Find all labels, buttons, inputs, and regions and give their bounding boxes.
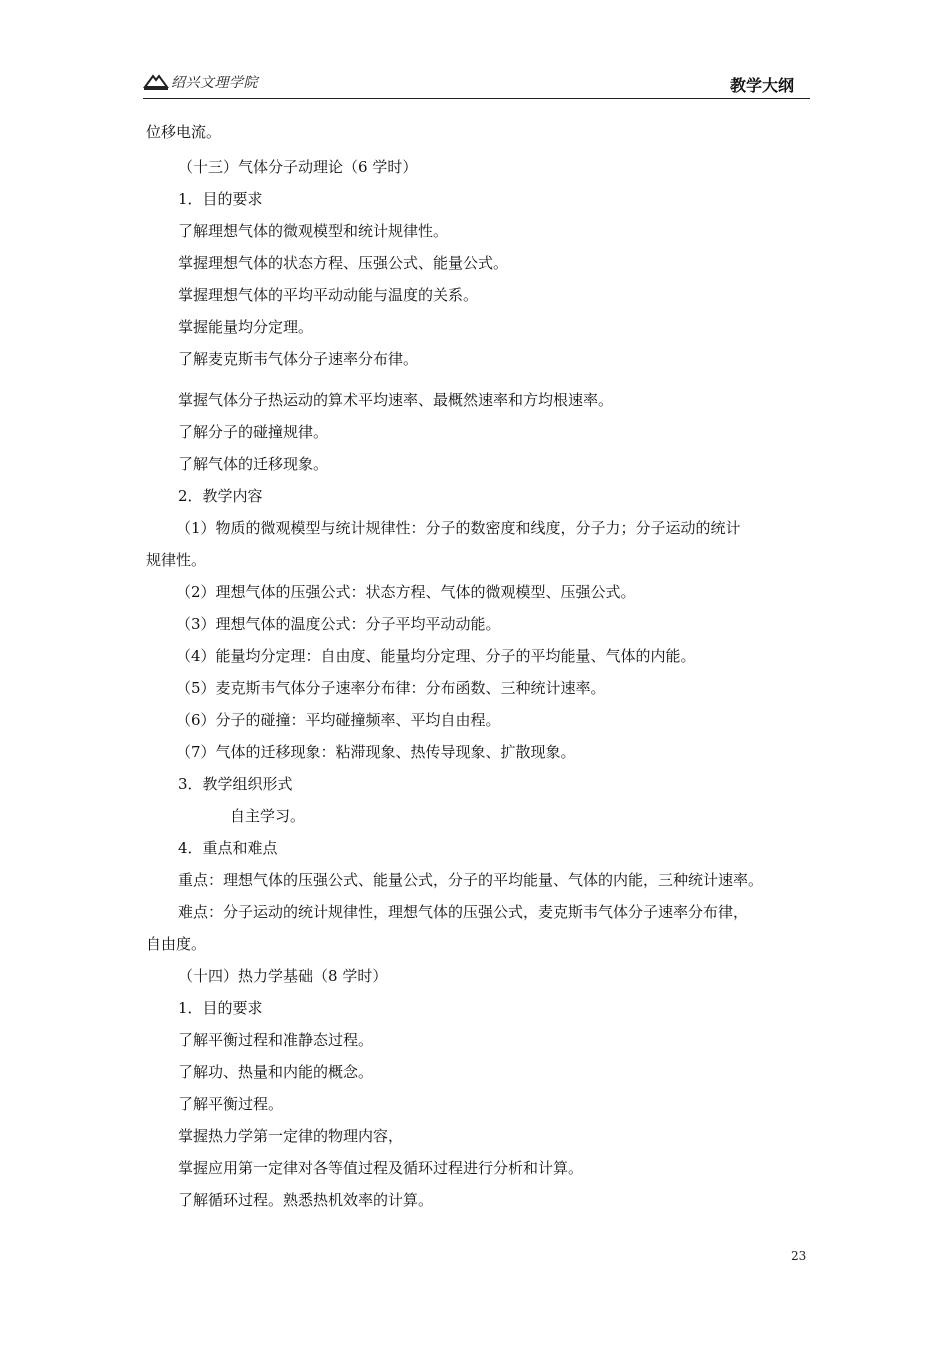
section-heading: （十四）热力学基础（8 学时） (178, 967, 388, 985)
paragraph-line: （4）能量均分定理：自由度、能量均分定理、分子的平均能量、气体的内能。 (176, 647, 696, 665)
paragraph-line: 了解理想气体的微观模型和统计规律性。 (178, 222, 449, 240)
subsection-heading: 4．重点和难点 (178, 839, 278, 857)
paragraph-line: 了解功、热量和内能的概念。 (178, 1063, 374, 1081)
section-heading: （十三）气体分子动理论（6 学时） (178, 158, 418, 176)
paragraph-line: （7）气体的迁移现象：粘滞现象、热传导现象、扩散现象。 (176, 743, 576, 761)
paragraph-line: （5）麦克斯韦气体分子速率分布律：分布函数、三种统计速率。 (176, 679, 606, 697)
subsection-heading: 1．目的要求 (178, 190, 263, 208)
paragraph-line: 掌握能量均分定理。 (178, 318, 314, 336)
subsection-heading: 1．目的要求 (178, 999, 263, 1017)
paragraph-line: 自由度。 (146, 935, 207, 953)
paragraph-line: 规律性。 (146, 551, 207, 569)
paragraph-line: （6）分子的碰撞：平均碰撞频率、平均自由程。 (176, 711, 501, 729)
paragraph-line: 了解循环过程。熟悉热机效率的计算。 (178, 1191, 434, 1209)
paragraph-line: （2）理想气体的压强公式：状态方程、气体的微观模型、压强公式。 (176, 583, 636, 601)
paragraph-line: 掌握热力学第一定律的物理内容， (178, 1127, 404, 1145)
logo-emblem-icon (143, 73, 169, 91)
logo-text: 绍兴文理学院 (171, 75, 258, 91)
paragraph-line: （3）理想气体的温度公式：分子平均平动动能。 (176, 615, 501, 633)
paragraph-line: 掌握理想气体的平均平动动能与温度的关系。 (178, 286, 479, 304)
page-header (143, 68, 810, 99)
page-number: 23 (791, 1249, 807, 1263)
subsection-heading: 2．教学内容 (178, 487, 263, 505)
paragraph-line: （1）物质的微观模型与统计规律性：分子的数密度和线度，分子力；分子运动的统计 (176, 519, 741, 537)
paragraph-line: 自主学习。 (230, 807, 306, 825)
paragraph-line: 掌握气体分子热运动的算术平均速率、最概然速率和方均根速率。 (178, 391, 614, 409)
paragraph-line: 重点：理想气体的压强公式、能量公式，分子的平均能量、气体的内能，三种统计速率。 (178, 871, 764, 889)
paragraph-line: 难点：分子运动的统计规律性，理想气体的压强公式，麦克斯韦气体分子速率分布律， (178, 903, 749, 921)
paragraph-line: 掌握应用第一定律对各等值过程及循环过程进行分析和计算。 (178, 1159, 584, 1177)
subsection-heading: 3．教学组织形式 (178, 775, 293, 793)
paragraph-line: 了解平衡过程和准静态过程。 (178, 1031, 374, 1049)
paragraph-line: 了解分子的碰撞规律。 (178, 423, 329, 441)
paragraph-line: 了解平衡过程。 (178, 1095, 284, 1113)
header-title: 教学大纲 (729, 76, 794, 95)
paragraph-line: 掌握理想气体的状态方程、压强公式、能量公式。 (178, 254, 509, 272)
paragraph-line: 了解气体的迁移现象。 (178, 455, 329, 473)
university-logo (143, 72, 258, 92)
paragraph-line: 位移电流。 (146, 123, 222, 141)
paragraph-line: 了解麦克斯韦气体分子速率分布律。 (178, 350, 419, 368)
